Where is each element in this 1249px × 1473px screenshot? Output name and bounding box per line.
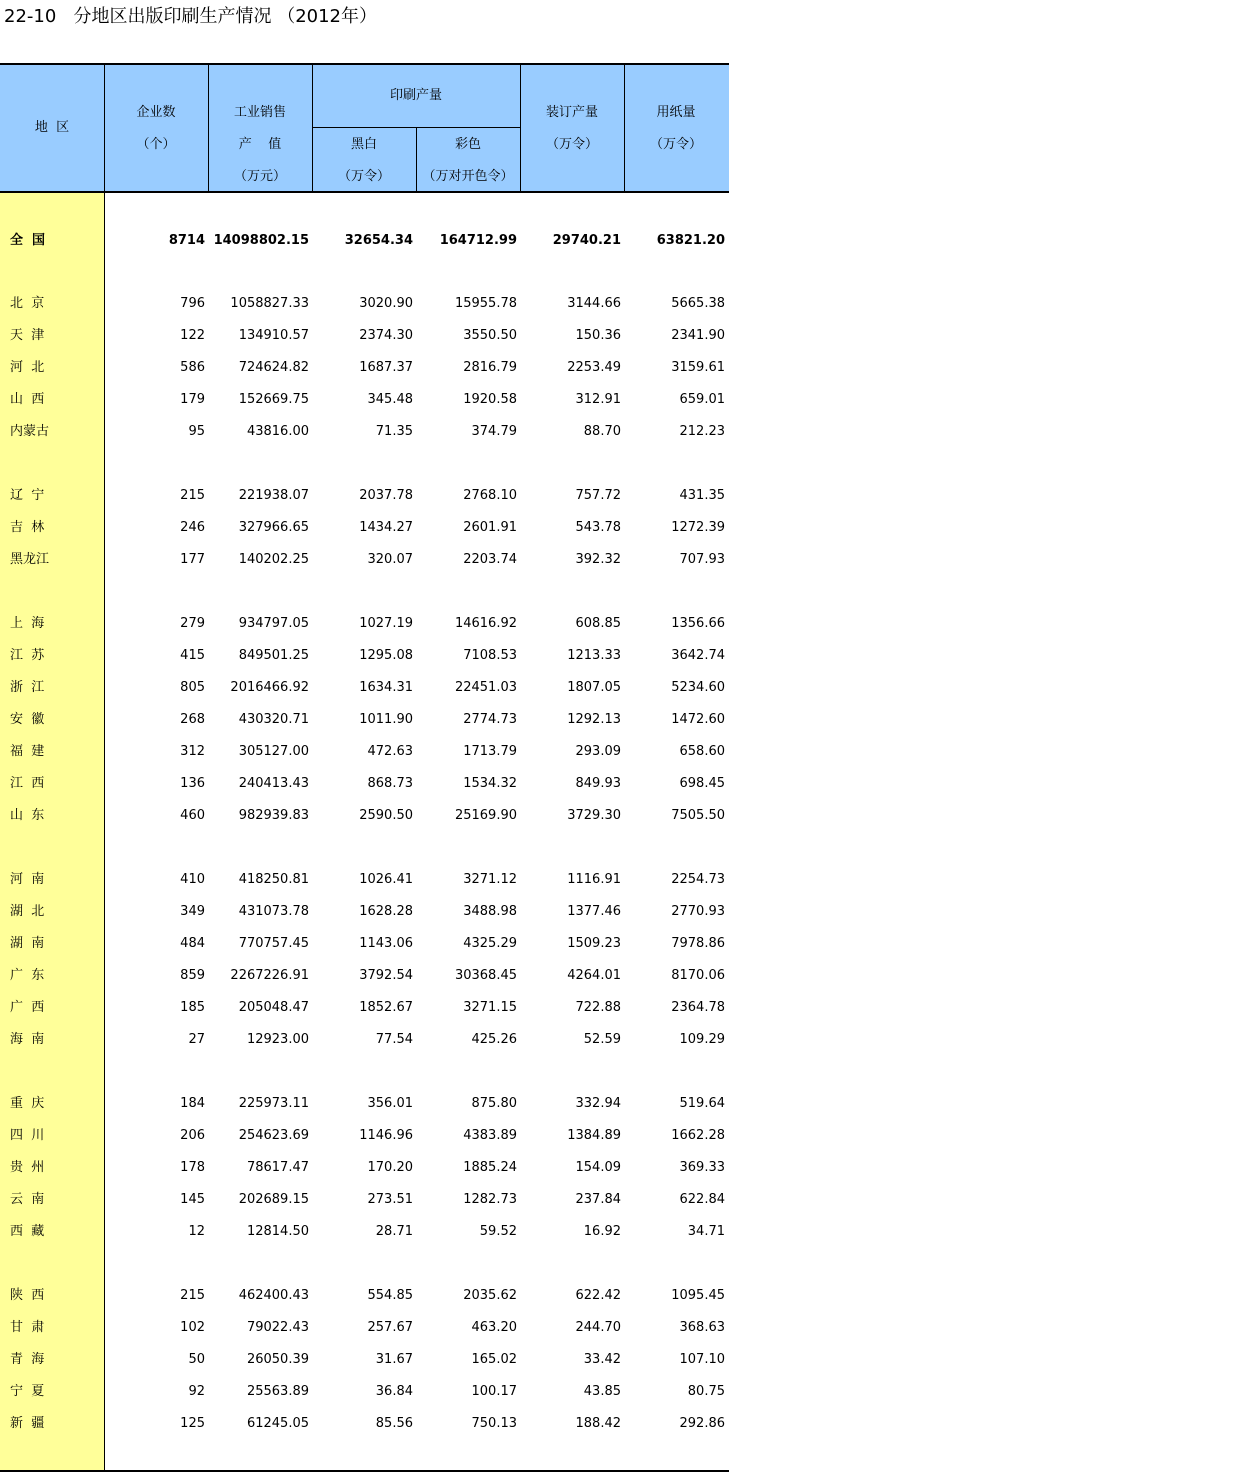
data-table [0,63,729,1473]
binding-cell: 52.59 [583,1032,621,1047]
color-cell: 59.52 [479,1224,517,1239]
bw-cell: 31.67 [375,1352,413,1367]
color-cell: 25169.90 [454,808,517,823]
sales-cell: 152669.75 [238,392,309,407]
color-cell: 1713.79 [463,744,517,759]
paper-cell: 7505.50 [671,808,725,823]
sales-cell: 1058827.33 [230,296,309,311]
enterprises-cell: 410 [180,872,205,887]
paper-cell: 109.29 [679,1032,725,1047]
color-cell: 463.20 [471,1320,517,1335]
color-cell: 875.80 [471,1096,517,1111]
paper-cell: 2364.78 [671,1000,725,1015]
enterprises-cell: 125 [180,1416,205,1431]
bw-cell: 1687.37 [359,360,413,375]
paper-cell: 8170.06 [671,968,725,983]
enterprises-cell: 586 [180,360,205,375]
region-cell: 湖 北 [10,904,45,919]
sales-cell: 14098802.15 [213,233,309,248]
binding-cell: 392.32 [575,552,621,567]
bw-cell: 77.54 [375,1032,413,1047]
bw-cell: 320.07 [367,552,413,567]
sales-cell: 225973.11 [238,1096,309,1111]
paper-cell: 80.75 [687,1384,725,1399]
region-column-background [0,193,104,1470]
enterprises-cell: 484 [180,936,205,951]
header-bw: 黑白 [350,137,377,152]
binding-cell: 16.92 [583,1224,621,1239]
color-cell: 4325.29 [463,936,517,951]
header-sales-unit: （万元） [233,169,286,184]
enterprises-cell: 8714 [168,233,205,248]
color-cell: 3550.50 [463,328,517,343]
bw-cell: 2590.50 [359,808,413,823]
binding-cell: 43.85 [583,1384,621,1399]
bw-cell: 2037.78 [359,488,413,503]
sales-cell: 724624.82 [238,360,309,375]
header-binding-unit: （万令） [545,137,598,152]
paper-cell: 212.23 [679,424,725,439]
bw-cell: 36.84 [375,1384,413,1399]
color-cell: 1282.73 [463,1192,517,1207]
color-cell: 22451.03 [454,680,517,695]
sales-cell: 254623.69 [238,1128,309,1143]
binding-cell: 1509.23 [567,936,621,951]
binding-cell: 1292.13 [567,712,621,727]
region-cell: 新 疆 [10,1416,45,1431]
region-cell: 上 海 [10,616,45,631]
bw-cell: 273.51 [367,1192,413,1207]
paper-cell: 1095.45 [671,1288,725,1303]
bw-cell: 170.20 [367,1160,413,1175]
header-binding: 装订产量 [545,105,598,120]
enterprises-cell: 92 [188,1384,205,1399]
binding-cell: 237.84 [575,1192,621,1207]
enterprises-cell: 215 [180,1288,205,1303]
enterprises-cell: 460 [180,808,205,823]
bw-cell: 472.63 [367,744,413,759]
region-cell: 安 徽 [10,712,45,727]
enterprises-cell: 12 [188,1224,205,1239]
header-bw-unit: （万令） [337,169,390,184]
region-cell: 河 南 [10,872,45,887]
binding-cell: 1807.05 [567,680,621,695]
bw-cell: 1011.90 [359,712,413,727]
binding-cell: 1213.33 [567,648,621,663]
binding-cell: 1116.91 [567,872,621,887]
paper-cell: 34.71 [687,1224,725,1239]
region-cell: 福 建 [10,744,45,759]
region-cell: 吉 林 [10,520,45,535]
sales-cell: 770757.45 [238,936,309,951]
sales-cell: 418250.81 [238,872,309,887]
region-cell: 贵 州 [10,1160,45,1175]
sales-cell: 221938.07 [238,488,309,503]
region-cell: 内蒙古 [10,424,50,439]
binding-cell: 3729.30 [567,808,621,823]
paper-cell: 369.33 [679,1160,725,1175]
binding-cell: 244.70 [575,1320,621,1335]
color-cell: 2203.74 [463,552,517,567]
color-cell: 2601.91 [463,520,517,535]
header-paper-unit: （万令） [649,137,702,152]
bw-cell: 28.71 [375,1224,413,1239]
sales-cell: 2016466.92 [230,680,309,695]
color-cell: 2816.79 [463,360,517,375]
enterprises-cell: 312 [180,744,205,759]
bw-cell: 1434.27 [359,520,413,535]
enterprises-cell: 215 [180,488,205,503]
paper-cell: 658.60 [679,744,725,759]
bw-cell: 2374.30 [359,328,413,343]
enterprises-cell: 27 [188,1032,205,1047]
binding-cell: 29740.21 [552,233,621,248]
region-cell: 河 北 [10,360,45,375]
sales-cell: 982939.83 [238,808,309,823]
binding-cell: 33.42 [583,1352,621,1367]
paper-cell: 707.93 [679,552,725,567]
binding-cell: 1377.46 [567,904,621,919]
binding-cell: 757.72 [575,488,621,503]
paper-cell: 1662.28 [671,1128,725,1143]
bw-cell: 1852.67 [359,1000,413,1015]
enterprises-cell: 102 [180,1320,205,1335]
paper-cell: 659.01 [679,392,725,407]
region-cell: 山 东 [10,808,45,823]
sales-cell: 430320.71 [238,712,309,727]
paper-cell: 3642.74 [671,648,725,663]
bw-cell: 1295.08 [359,648,413,663]
paper-cell: 698.45 [679,776,725,791]
sales-cell: 2267226.91 [230,968,309,983]
header-region: 地 区 [34,120,70,135]
binding-cell: 88.70 [583,424,621,439]
sales-cell: 26050.39 [246,1352,309,1367]
color-cell: 750.13 [471,1416,517,1431]
paper-cell: 2770.93 [671,904,725,919]
enterprises-cell: 184 [180,1096,205,1111]
header-paper: 用纸量 [656,105,696,120]
paper-cell: 5234.60 [671,680,725,695]
binding-cell: 722.88 [575,1000,621,1015]
sales-cell: 462400.43 [238,1288,309,1303]
sales-cell: 327966.65 [238,520,309,535]
region-cell: 重 庆 [10,1096,45,1111]
bw-cell: 356.01 [367,1096,413,1111]
color-cell: 374.79 [471,424,517,439]
region-cell: 广 东 [10,968,45,983]
paper-cell: 2254.73 [671,872,725,887]
bw-cell: 3792.54 [359,968,413,983]
header-printing: 印刷产量 [389,88,442,103]
column-divider [624,63,625,193]
region-cell: 云 南 [10,1192,45,1207]
binding-cell: 154.09 [575,1160,621,1175]
bw-cell: 1027.19 [359,616,413,631]
region-cell: 辽 宁 [10,488,45,503]
bw-cell: 85.56 [375,1416,413,1431]
color-cell: 165.02 [471,1352,517,1367]
binding-cell: 188.42 [575,1416,621,1431]
enterprises-cell: 415 [180,648,205,663]
binding-cell: 150.36 [575,328,621,343]
region-cell: 海 南 [10,1032,45,1047]
column-divider [520,63,521,193]
enterprises-cell: 859 [180,968,205,983]
region-cell: 全 国 [10,233,46,248]
enterprises-cell: 268 [180,712,205,727]
region-cell: 江 西 [10,776,45,791]
bw-cell: 1634.31 [359,680,413,695]
binding-cell: 622.42 [575,1288,621,1303]
enterprises-cell: 177 [180,552,205,567]
region-cell: 西 藏 [10,1224,45,1239]
color-cell: 2768.10 [463,488,517,503]
region-cell: 青 海 [10,1352,45,1367]
region-cell: 浙 江 [10,680,45,695]
region-cell: 甘 肃 [10,1320,45,1335]
color-cell: 4383.89 [463,1128,517,1143]
color-cell: 15955.78 [454,296,517,311]
enterprises-cell: 95 [188,424,205,439]
bw-cell: 1026.41 [359,872,413,887]
color-cell: 3488.98 [463,904,517,919]
region-cell: 四 川 [10,1128,45,1143]
enterprises-cell: 185 [180,1000,205,1015]
sales-cell: 202689.15 [238,1192,309,1207]
region-cell: 陕 西 [10,1288,45,1303]
enterprises-cell: 279 [180,616,205,631]
paper-cell: 368.63 [679,1320,725,1335]
enterprises-cell: 206 [180,1128,205,1143]
top-rule [0,63,729,65]
enterprises-cell: 122 [180,328,205,343]
bw-cell: 1146.96 [359,1128,413,1143]
paper-cell: 292.86 [679,1416,725,1431]
sales-cell: 849501.25 [238,648,309,663]
binding-cell: 608.85 [575,616,621,631]
paper-cell: 63821.20 [656,233,725,248]
sales-cell: 12923.00 [246,1032,309,1047]
paper-cell: 519.64 [679,1096,725,1111]
paper-cell: 1356.66 [671,616,725,631]
color-cell: 3271.12 [463,872,517,887]
region-cell: 湖 南 [10,936,45,951]
paper-cell: 1472.60 [671,712,725,727]
enterprises-cell: 50 [188,1352,205,1367]
paper-cell: 3159.61 [671,360,725,375]
header-enterprises: 企业数 [136,105,176,120]
sales-cell: 305127.00 [238,744,309,759]
paper-cell: 1272.39 [671,520,725,535]
region-cell: 宁 夏 [10,1384,45,1399]
color-cell: 425.26 [471,1032,517,1047]
sales-cell: 431073.78 [238,904,309,919]
color-cell: 2774.73 [463,712,517,727]
bw-cell: 71.35 [375,424,413,439]
sales-cell: 79022.43 [246,1320,309,1335]
header-sales-2: 产 值 [238,137,282,152]
color-cell: 100.17 [471,1384,517,1399]
bw-cell: 345.48 [367,392,413,407]
paper-cell: 107.10 [679,1352,725,1367]
color-cell: 14616.92 [454,616,517,631]
enterprises-cell: 178 [180,1160,205,1175]
binding-cell: 849.93 [575,776,621,791]
paper-cell: 622.84 [679,1192,725,1207]
color-cell: 30368.45 [454,968,517,983]
sales-cell: 43816.00 [246,424,309,439]
sales-cell: 25563.89 [246,1384,309,1399]
binding-cell: 293.09 [575,744,621,759]
sales-cell: 140202.25 [238,552,309,567]
sales-cell: 934797.05 [238,616,309,631]
header-enterprises-unit: （个） [136,137,176,152]
region-cell: 江 苏 [10,648,45,663]
binding-cell: 3144.66 [567,296,621,311]
binding-cell: 2253.49 [567,360,621,375]
sales-cell: 61245.05 [246,1416,309,1431]
sales-cell: 240413.43 [238,776,309,791]
bw-cell: 3020.90 [359,296,413,311]
sales-cell: 134910.57 [238,328,309,343]
region-cell: 广 西 [10,1000,45,1015]
enterprises-cell: 796 [180,296,205,311]
paper-cell: 5665.38 [671,296,725,311]
paper-cell: 2341.90 [671,328,725,343]
bw-cell: 868.73 [367,776,413,791]
header-rule [0,191,729,193]
bw-cell: 32654.34 [344,233,413,248]
sales-cell: 78617.47 [246,1160,309,1175]
region-cell: 天 津 [10,328,45,343]
paper-cell: 7978.86 [671,936,725,951]
color-cell: 1920.58 [463,392,517,407]
bw-cell: 1143.06 [359,936,413,951]
enterprises-cell: 805 [180,680,205,695]
bw-cell: 257.67 [367,1320,413,1335]
header-color-unit: （万对开色令） [422,169,514,184]
color-cell: 7108.53 [463,648,517,663]
page-title: 22-10 分地区出版印刷生产情况 （2012年） [4,6,377,27]
enterprises-cell: 349 [180,904,205,919]
bottom-rule [0,1470,729,1472]
enterprises-cell: 246 [180,520,205,535]
sales-cell: 205048.47 [238,1000,309,1015]
bw-cell: 554.85 [367,1288,413,1303]
color-cell: 2035.62 [463,1288,517,1303]
binding-cell: 543.78 [575,520,621,535]
region-cell: 北 京 [10,296,45,311]
color-cell: 1534.32 [463,776,517,791]
header-color: 彩色 [454,137,481,152]
paper-cell: 431.35 [679,488,725,503]
header-sales: 工业销售 [233,105,286,120]
binding-cell: 4264.01 [567,968,621,983]
binding-cell: 1384.89 [567,1128,621,1143]
color-cell: 3271.15 [463,1000,517,1015]
sales-cell: 12814.50 [246,1224,309,1239]
enterprises-cell: 136 [180,776,205,791]
color-cell: 164712.99 [439,233,517,248]
color-cell: 1885.24 [463,1160,517,1175]
region-cell: 黑龙江 [10,552,50,567]
column-divider [104,63,105,1472]
bw-cell: 1628.28 [359,904,413,919]
enterprises-cell: 179 [180,392,205,407]
binding-cell: 312.91 [575,392,621,407]
binding-cell: 332.94 [575,1096,621,1111]
region-cell: 山 西 [10,392,45,407]
enterprises-cell: 145 [180,1192,205,1207]
